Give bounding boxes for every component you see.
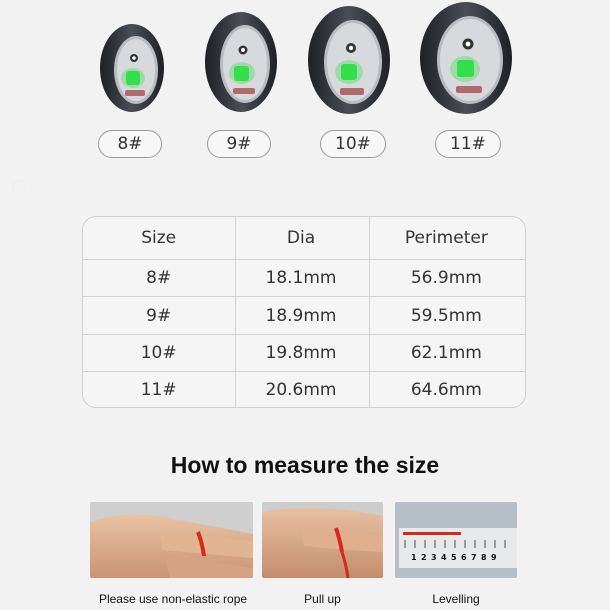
ruler-number: 9 <box>491 553 497 562</box>
ruler-image <box>395 502 517 578</box>
cell-dia: 19.8mm <box>265 343 337 363</box>
table-row <box>83 297 525 334</box>
size-label-8: 8# <box>98 130 162 158</box>
measure-headline: How to measure the size <box>170 452 440 478</box>
cell-dia: 18.9mm <box>265 305 337 326</box>
ruler-number: 1 <box>411 553 417 562</box>
step-photo-pull <box>262 502 383 578</box>
ruler-number: 6 <box>461 553 467 562</box>
ruler-number: 3 <box>431 553 437 562</box>
ruler-number: 8 <box>481 553 487 562</box>
size-table <box>82 216 526 408</box>
table-row <box>83 260 525 296</box>
table-row <box>83 335 525 371</box>
size-label-10: 10# <box>320 130 386 158</box>
ring-10 <box>306 4 392 116</box>
cell-perimeter: 56.9mm <box>410 268 482 288</box>
ring-image <box>203 10 279 114</box>
ring-image <box>306 4 392 116</box>
ring-sizes-row <box>0 0 610 165</box>
table-row <box>83 372 525 408</box>
cell-size: 9# <box>146 305 172 326</box>
cell-perimeter: 64.6mm <box>410 380 482 400</box>
size-label-9: 9# <box>207 130 271 158</box>
step-caption-levelling: Levelling <box>432 592 480 606</box>
ruler-number: 4 <box>441 553 447 562</box>
size-label-11: 11# <box>435 130 501 158</box>
ruler-number: 2 <box>421 553 427 562</box>
cell-size: 11# <box>140 380 177 400</box>
header-size: Size <box>141 228 177 248</box>
ruler-number: 7 <box>471 553 477 562</box>
hand-pull-image <box>262 502 383 578</box>
ring-9 <box>203 10 279 114</box>
ring-11 <box>418 0 514 116</box>
header-perimeter: Perimeter <box>404 228 488 248</box>
watermark <box>10 170 28 204</box>
step-caption-pull: Pull up <box>304 592 341 606</box>
cell-dia: 20.6mm <box>265 380 337 400</box>
step-caption-rope: Please use non-elastic rope <box>98 592 248 606</box>
header-dia: Dia <box>286 228 316 248</box>
ring-image <box>98 22 166 114</box>
table-header-row <box>83 217 525 259</box>
step-photo-levelling <box>395 502 517 578</box>
cell-size: 8# <box>146 268 172 288</box>
ring-image <box>418 0 514 116</box>
cell-perimeter: 62.1mm <box>410 343 482 363</box>
cell-dia: 18.1mm <box>265 268 337 288</box>
cell-perimeter: 59.5mm <box>410 305 482 326</box>
ruler-number: 5 <box>451 553 457 562</box>
cell-size: 10# <box>140 343 177 363</box>
ring-8 <box>98 22 166 114</box>
step-photo-rope <box>90 502 253 578</box>
hand-rope-image <box>90 502 253 578</box>
